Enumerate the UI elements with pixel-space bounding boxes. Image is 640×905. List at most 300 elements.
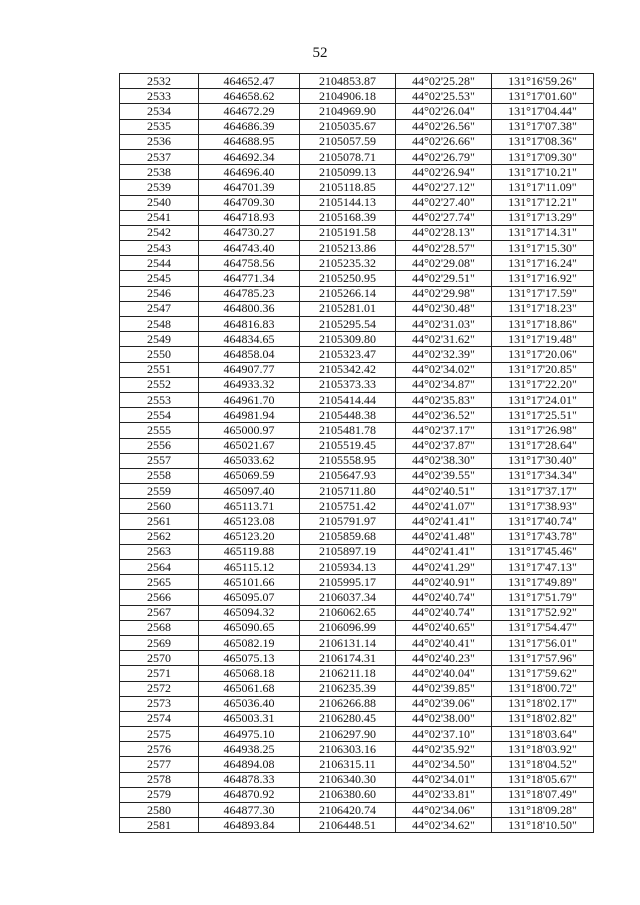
latitude-cell: 44°02'25.53" — [396, 89, 492, 104]
latitude-cell: 44°02'27.12" — [396, 180, 492, 195]
y-coordinate-cell: 2106315.11 — [300, 757, 396, 772]
x-coordinate-cell: 465095.07 — [199, 590, 300, 605]
latitude-cell: 44°02'29.08" — [396, 256, 492, 271]
x-coordinate-cell: 464870.92 — [199, 787, 300, 802]
y-coordinate-cell: 2105035.67 — [300, 119, 396, 134]
longitude-cell: 131°17'07.38" — [492, 119, 594, 134]
x-coordinate-cell: 465101.66 — [199, 575, 300, 590]
y-coordinate-cell: 2105281.01 — [300, 301, 396, 316]
y-coordinate-cell: 2105647.93 — [300, 468, 396, 483]
y-coordinate-cell: 2106448.51 — [300, 818, 396, 833]
latitude-cell: 44°02'26.94" — [396, 165, 492, 180]
longitude-cell: 131°17'15.30" — [492, 241, 594, 256]
y-coordinate-cell: 2105481.78 — [300, 423, 396, 438]
table-row — [120, 317, 594, 332]
latitude-cell: 44°02'26.56" — [396, 119, 492, 134]
latitude-cell: 44°02'40.04" — [396, 666, 492, 681]
longitude-cell: 131°17'11.09" — [492, 180, 594, 195]
longitude-cell: 131°17'47.13" — [492, 560, 594, 575]
y-coordinate-cell: 2104853.87 — [300, 74, 396, 89]
x-coordinate-cell: 464688.95 — [199, 134, 300, 149]
x-coordinate-cell: 465069.59 — [199, 468, 300, 483]
longitude-cell: 131°17'18.86" — [492, 317, 594, 332]
longitude-cell: 131°17'52.92" — [492, 605, 594, 620]
longitude-cell: 131°17'10.21" — [492, 165, 594, 180]
y-coordinate-cell: 2105266.14 — [300, 286, 396, 301]
longitude-cell: 131°17'09.30" — [492, 149, 594, 164]
longitude-cell: 131°17'54.47" — [492, 620, 594, 635]
x-coordinate-cell: 465123.08 — [199, 514, 300, 529]
table-row — [120, 620, 594, 635]
longitude-cell: 131°17'28.64" — [492, 438, 594, 453]
latitude-cell: 44°02'41.48" — [396, 529, 492, 544]
table-row — [120, 134, 594, 149]
table-row — [120, 468, 594, 483]
latitude-cell: 44°02'37.17" — [396, 423, 492, 438]
table-row — [120, 362, 594, 377]
longitude-cell: 131°17'26.98" — [492, 423, 594, 438]
table-row — [120, 241, 594, 256]
point-number-cell: 2581 — [120, 818, 199, 833]
x-coordinate-cell: 464816.83 — [199, 317, 300, 332]
longitude-cell: 131°16'59.26" — [492, 74, 594, 89]
point-number-cell: 2565 — [120, 575, 199, 590]
latitude-cell: 44°02'40.51" — [396, 484, 492, 499]
latitude-cell: 44°02'29.51" — [396, 271, 492, 286]
latitude-cell: 44°02'41.29" — [396, 560, 492, 575]
table-row — [120, 149, 594, 164]
latitude-cell: 44°02'30.48" — [396, 301, 492, 316]
x-coordinate-cell: 465119.88 — [199, 544, 300, 559]
table-row — [120, 696, 594, 711]
table-row — [120, 271, 594, 286]
y-coordinate-cell: 2105168.39 — [300, 210, 396, 225]
latitude-cell: 44°02'35.92" — [396, 742, 492, 757]
table-row — [120, 772, 594, 787]
latitude-cell: 44°02'37.10" — [396, 727, 492, 742]
point-number-cell: 2552 — [120, 377, 199, 392]
x-coordinate-cell: 464834.65 — [199, 332, 300, 347]
x-coordinate-cell: 464893.84 — [199, 818, 300, 833]
y-coordinate-cell: 2105934.13 — [300, 560, 396, 575]
table-row — [120, 803, 594, 818]
x-coordinate-cell: 464877.30 — [199, 803, 300, 818]
y-coordinate-cell: 2105099.13 — [300, 165, 396, 180]
table-row — [120, 301, 594, 316]
point-number-cell: 2535 — [120, 119, 199, 134]
table-row — [120, 347, 594, 362]
longitude-cell: 131°17'59.62" — [492, 666, 594, 681]
table-row — [120, 195, 594, 210]
x-coordinate-cell: 464800.36 — [199, 301, 300, 316]
longitude-cell: 131°17'08.36" — [492, 134, 594, 149]
point-number-cell: 2562 — [120, 529, 199, 544]
y-coordinate-cell: 2105448.38 — [300, 408, 396, 423]
y-coordinate-cell: 2105144.13 — [300, 195, 396, 210]
latitude-cell: 44°02'40.91" — [396, 575, 492, 590]
y-coordinate-cell: 2105213.86 — [300, 241, 396, 256]
latitude-cell: 44°02'39.06" — [396, 696, 492, 711]
table-row — [120, 666, 594, 681]
point-number-cell: 2554 — [120, 408, 199, 423]
table-row — [120, 529, 594, 544]
x-coordinate-cell: 465082.19 — [199, 635, 300, 650]
y-coordinate-cell: 2105897.19 — [300, 544, 396, 559]
point-number-cell: 2534 — [120, 104, 199, 119]
longitude-cell: 131°17'20.06" — [492, 347, 594, 362]
coordinates-table — [119, 73, 594, 833]
longitude-cell: 131°17'12.21" — [492, 195, 594, 210]
table-row — [120, 377, 594, 392]
y-coordinate-cell: 2105078.71 — [300, 149, 396, 164]
table-row — [120, 438, 594, 453]
table-row — [120, 651, 594, 666]
x-coordinate-cell: 465115.12 — [199, 560, 300, 575]
y-coordinate-cell: 2105309.80 — [300, 332, 396, 347]
x-coordinate-cell: 464981.94 — [199, 408, 300, 423]
y-coordinate-cell: 2106420.74 — [300, 803, 396, 818]
point-number-cell: 2545 — [120, 271, 199, 286]
x-coordinate-cell: 465061.68 — [199, 681, 300, 696]
longitude-cell: 131°17'13.29" — [492, 210, 594, 225]
x-coordinate-cell: 465000.97 — [199, 423, 300, 438]
point-number-cell: 2580 — [120, 803, 199, 818]
latitude-cell: 44°02'41.41" — [396, 544, 492, 559]
y-coordinate-cell: 2105791.97 — [300, 514, 396, 529]
y-coordinate-cell: 2106096.99 — [300, 620, 396, 635]
table-row — [120, 590, 594, 605]
y-coordinate-cell: 2106174.31 — [300, 651, 396, 666]
longitude-cell: 131°18'09.28" — [492, 803, 594, 818]
point-number-cell: 2548 — [120, 317, 199, 332]
x-coordinate-cell: 464658.62 — [199, 89, 300, 104]
table-row — [120, 89, 594, 104]
latitude-cell: 44°02'40.65" — [396, 620, 492, 635]
table-row — [120, 499, 594, 514]
table-row — [120, 180, 594, 195]
longitude-cell: 131°18'03.92" — [492, 742, 594, 757]
point-number-cell: 2536 — [120, 134, 199, 149]
table-row — [120, 408, 594, 423]
y-coordinate-cell: 2105342.42 — [300, 362, 396, 377]
point-number-cell: 2538 — [120, 165, 199, 180]
point-number-cell: 2541 — [120, 210, 199, 225]
x-coordinate-cell: 465113.71 — [199, 499, 300, 514]
longitude-cell: 131°17'38.93" — [492, 499, 594, 514]
x-coordinate-cell: 465003.31 — [199, 711, 300, 726]
coordinates-table-body — [120, 74, 594, 833]
point-number-cell: 2572 — [120, 681, 199, 696]
table-row — [120, 392, 594, 407]
x-coordinate-cell: 464961.70 — [199, 392, 300, 407]
y-coordinate-cell: 2106266.88 — [300, 696, 396, 711]
latitude-cell: 44°02'41.41" — [396, 514, 492, 529]
point-number-cell: 2550 — [120, 347, 199, 362]
y-coordinate-cell: 2106303.16 — [300, 742, 396, 757]
point-number-cell: 2557 — [120, 453, 199, 468]
latitude-cell: 44°02'37.87" — [396, 438, 492, 453]
table-row — [120, 787, 594, 802]
point-number-cell: 2568 — [120, 620, 199, 635]
latitude-cell: 44°02'27.40" — [396, 195, 492, 210]
point-number-cell: 2547 — [120, 301, 199, 316]
table-row — [120, 256, 594, 271]
x-coordinate-cell: 464652.47 — [199, 74, 300, 89]
longitude-cell: 131°17'45.46" — [492, 544, 594, 559]
table-row — [120, 711, 594, 726]
longitude-cell: 131°17'20.85" — [492, 362, 594, 377]
longitude-cell: 131°17'51.79" — [492, 590, 594, 605]
latitude-cell: 44°02'41.07" — [396, 499, 492, 514]
longitude-cell: 131°17'40.74" — [492, 514, 594, 529]
point-number-cell: 2546 — [120, 286, 199, 301]
longitude-cell: 131°17'57.96" — [492, 651, 594, 666]
table-row — [120, 165, 594, 180]
x-coordinate-cell: 465097.40 — [199, 484, 300, 499]
latitude-cell: 44°02'33.81" — [396, 787, 492, 802]
point-number-cell: 2579 — [120, 787, 199, 802]
y-coordinate-cell: 2104906.18 — [300, 89, 396, 104]
table-row — [120, 681, 594, 696]
point-number-cell: 2532 — [120, 74, 199, 89]
table-row — [120, 423, 594, 438]
latitude-cell: 44°02'32.39" — [396, 347, 492, 362]
longitude-cell: 131°18'10.50" — [492, 818, 594, 833]
x-coordinate-cell: 464692.34 — [199, 149, 300, 164]
point-number-cell: 2558 — [120, 468, 199, 483]
point-number-cell: 2570 — [120, 651, 199, 666]
table-row — [120, 605, 594, 620]
y-coordinate-cell: 2105373.33 — [300, 377, 396, 392]
point-number-cell: 2539 — [120, 180, 199, 195]
y-coordinate-cell: 2105191.58 — [300, 225, 396, 240]
longitude-cell: 131°18'07.49" — [492, 787, 594, 802]
latitude-cell: 44°02'28.57" — [396, 241, 492, 256]
y-coordinate-cell: 2104969.90 — [300, 104, 396, 119]
latitude-cell: 44°02'28.13" — [396, 225, 492, 240]
point-number-cell: 2574 — [120, 711, 199, 726]
point-number-cell: 2559 — [120, 484, 199, 499]
table-row — [120, 575, 594, 590]
table-row — [120, 742, 594, 757]
x-coordinate-cell: 464938.25 — [199, 742, 300, 757]
y-coordinate-cell: 2105859.68 — [300, 529, 396, 544]
x-coordinate-cell: 464709.30 — [199, 195, 300, 210]
x-coordinate-cell: 464771.34 — [199, 271, 300, 286]
point-number-cell: 2571 — [120, 666, 199, 681]
longitude-cell: 131°17'16.24" — [492, 256, 594, 271]
x-coordinate-cell: 465021.67 — [199, 438, 300, 453]
longitude-cell: 131°17'30.40" — [492, 453, 594, 468]
x-coordinate-cell: 465123.20 — [199, 529, 300, 544]
latitude-cell: 44°02'35.83" — [396, 392, 492, 407]
y-coordinate-cell: 2105250.95 — [300, 271, 396, 286]
longitude-cell: 131°17'56.01" — [492, 635, 594, 650]
longitude-cell: 131°17'49.89" — [492, 575, 594, 590]
x-coordinate-cell: 465094.32 — [199, 605, 300, 620]
point-number-cell: 2549 — [120, 332, 199, 347]
x-coordinate-cell: 464894.08 — [199, 757, 300, 772]
latitude-cell: 44°02'34.06" — [396, 803, 492, 818]
x-coordinate-cell: 464686.39 — [199, 119, 300, 134]
latitude-cell: 44°02'25.28" — [396, 74, 492, 89]
latitude-cell: 44°02'34.50" — [396, 757, 492, 772]
longitude-cell: 131°17'22.20" — [492, 377, 594, 392]
y-coordinate-cell: 2105323.47 — [300, 347, 396, 362]
y-coordinate-cell: 2105519.45 — [300, 438, 396, 453]
latitude-cell: 44°02'29.98" — [396, 286, 492, 301]
x-coordinate-cell: 465036.40 — [199, 696, 300, 711]
latitude-cell: 44°02'34.62" — [396, 818, 492, 833]
y-coordinate-cell: 2106340.30 — [300, 772, 396, 787]
x-coordinate-cell: 464878.33 — [199, 772, 300, 787]
y-coordinate-cell: 2106131.14 — [300, 635, 396, 650]
table-row — [120, 635, 594, 650]
longitude-cell: 131°18'00.72" — [492, 681, 594, 696]
longitude-cell: 131°18'04.52" — [492, 757, 594, 772]
longitude-cell: 131°17'04.44" — [492, 104, 594, 119]
longitude-cell: 131°17'16.92" — [492, 271, 594, 286]
longitude-cell: 131°18'03.64" — [492, 727, 594, 742]
latitude-cell: 44°02'26.79" — [396, 149, 492, 164]
latitude-cell: 44°02'39.85" — [396, 681, 492, 696]
table-row — [120, 332, 594, 347]
longitude-cell: 131°17'19.48" — [492, 332, 594, 347]
latitude-cell: 44°02'40.74" — [396, 590, 492, 605]
table-row — [120, 119, 594, 134]
latitude-cell: 44°02'39.55" — [396, 468, 492, 483]
table-row — [120, 818, 594, 833]
latitude-cell: 44°02'40.23" — [396, 651, 492, 666]
longitude-cell: 131°17'37.17" — [492, 484, 594, 499]
x-coordinate-cell: 465090.65 — [199, 620, 300, 635]
point-number-cell: 2569 — [120, 635, 199, 650]
y-coordinate-cell: 2105118.85 — [300, 180, 396, 195]
y-coordinate-cell: 2105235.32 — [300, 256, 396, 271]
point-number-cell: 2556 — [120, 438, 199, 453]
y-coordinate-cell: 2106037.34 — [300, 590, 396, 605]
latitude-cell: 44°02'27.74" — [396, 210, 492, 225]
longitude-cell: 131°18'02.82" — [492, 711, 594, 726]
latitude-cell: 44°02'34.02" — [396, 362, 492, 377]
longitude-cell: 131°17'25.51" — [492, 408, 594, 423]
latitude-cell: 44°02'38.30" — [396, 453, 492, 468]
y-coordinate-cell: 2105995.17 — [300, 575, 396, 590]
latitude-cell: 44°02'26.66" — [396, 134, 492, 149]
x-coordinate-cell: 465075.13 — [199, 651, 300, 666]
latitude-cell: 44°02'40.74" — [396, 605, 492, 620]
x-coordinate-cell: 464858.04 — [199, 347, 300, 362]
point-number-cell: 2555 — [120, 423, 199, 438]
y-coordinate-cell: 2105711.80 — [300, 484, 396, 499]
point-number-cell: 2573 — [120, 696, 199, 711]
table-row — [120, 544, 594, 559]
y-coordinate-cell: 2105295.54 — [300, 317, 396, 332]
point-number-cell: 2544 — [120, 256, 199, 271]
x-coordinate-cell: 465068.18 — [199, 666, 300, 681]
x-coordinate-cell: 464907.77 — [199, 362, 300, 377]
longitude-cell: 131°17'01.60" — [492, 89, 594, 104]
y-coordinate-cell: 2105558.95 — [300, 453, 396, 468]
longitude-cell: 131°17'34.34" — [492, 468, 594, 483]
y-coordinate-cell: 2106235.39 — [300, 681, 396, 696]
latitude-cell: 44°02'31.62" — [396, 332, 492, 347]
point-number-cell: 2543 — [120, 241, 199, 256]
y-coordinate-cell: 2106062.65 — [300, 605, 396, 620]
x-coordinate-cell: 464701.39 — [199, 180, 300, 195]
longitude-cell: 131°17'43.78" — [492, 529, 594, 544]
point-number-cell: 2553 — [120, 392, 199, 407]
x-coordinate-cell: 464975.10 — [199, 727, 300, 742]
table-row — [120, 286, 594, 301]
x-coordinate-cell: 464785.23 — [199, 286, 300, 301]
point-number-cell: 2551 — [120, 362, 199, 377]
point-number-cell: 2564 — [120, 560, 199, 575]
point-number-cell: 2560 — [120, 499, 199, 514]
table-row — [120, 727, 594, 742]
x-coordinate-cell: 464758.56 — [199, 256, 300, 271]
table-row — [120, 560, 594, 575]
x-coordinate-cell: 464933.32 — [199, 377, 300, 392]
x-coordinate-cell: 464743.40 — [199, 241, 300, 256]
table-row — [120, 514, 594, 529]
table-row — [120, 484, 594, 499]
longitude-cell: 131°17'14.31" — [492, 225, 594, 240]
point-number-cell: 2567 — [120, 605, 199, 620]
y-coordinate-cell: 2106380.60 — [300, 787, 396, 802]
x-coordinate-cell: 465033.62 — [199, 453, 300, 468]
point-number-cell: 2576 — [120, 742, 199, 757]
table-row — [120, 453, 594, 468]
latitude-cell: 44°02'26.04" — [396, 104, 492, 119]
table-row — [120, 757, 594, 772]
latitude-cell: 44°02'38.00" — [396, 711, 492, 726]
page-number: 52 — [312, 45, 328, 61]
point-number-cell: 2542 — [120, 225, 199, 240]
longitude-cell: 131°17'18.23" — [492, 301, 594, 316]
latitude-cell: 44°02'31.03" — [396, 317, 492, 332]
latitude-cell: 44°02'36.52" — [396, 408, 492, 423]
latitude-cell: 44°02'34.87" — [396, 377, 492, 392]
y-coordinate-cell: 2105057.59 — [300, 134, 396, 149]
x-coordinate-cell: 464730.27 — [199, 225, 300, 240]
point-number-cell: 2533 — [120, 89, 199, 104]
table-row — [120, 225, 594, 240]
y-coordinate-cell: 2106297.90 — [300, 727, 396, 742]
table-row — [120, 74, 594, 89]
x-coordinate-cell: 464718.93 — [199, 210, 300, 225]
longitude-cell: 131°17'17.59" — [492, 286, 594, 301]
longitude-cell: 131°18'02.17" — [492, 696, 594, 711]
point-number-cell: 2577 — [120, 757, 199, 772]
point-number-cell: 2578 — [120, 772, 199, 787]
point-number-cell: 2563 — [120, 544, 199, 559]
y-coordinate-cell: 2106211.18 — [300, 666, 396, 681]
latitude-cell: 44°02'40.41" — [396, 635, 492, 650]
y-coordinate-cell: 2105414.44 — [300, 392, 396, 407]
point-number-cell: 2566 — [120, 590, 199, 605]
y-coordinate-cell: 2105751.42 — [300, 499, 396, 514]
longitude-cell: 131°17'24.01" — [492, 392, 594, 407]
longitude-cell: 131°18'05.67" — [492, 772, 594, 787]
x-coordinate-cell: 464672.29 — [199, 104, 300, 119]
x-coordinate-cell: 464696.40 — [199, 165, 300, 180]
point-number-cell: 2575 — [120, 727, 199, 742]
table-row — [120, 104, 594, 119]
y-coordinate-cell: 2106280.45 — [300, 711, 396, 726]
point-number-cell: 2537 — [120, 149, 199, 164]
point-number-cell: 2540 — [120, 195, 199, 210]
